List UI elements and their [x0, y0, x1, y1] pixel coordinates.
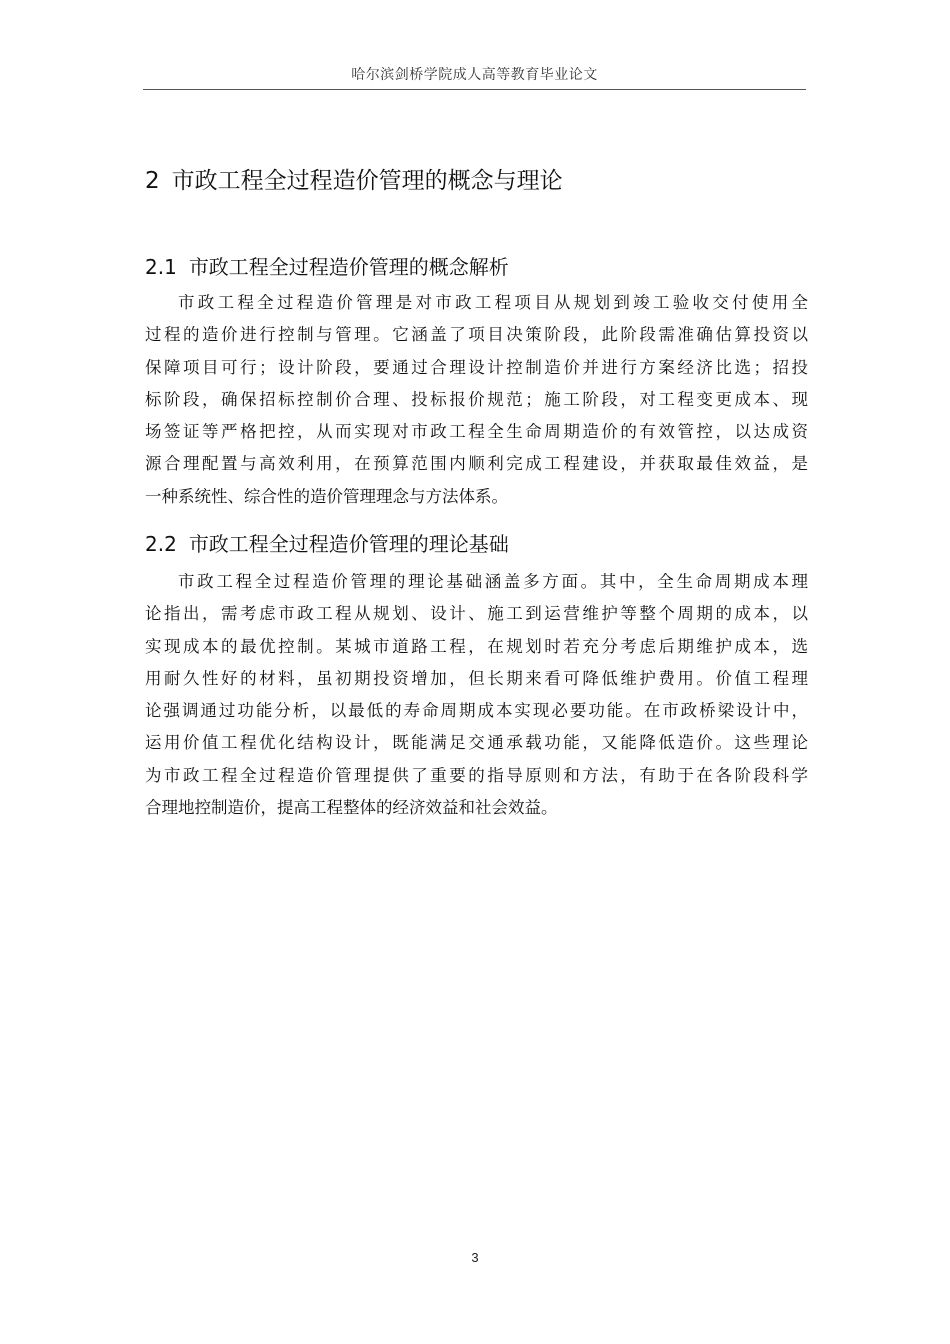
section-2-1-paragraph [145, 287, 808, 513]
paragraph-line: 过程的造价进行控制与管理。它涵盖了项目决策阶段，此阶段需准确估算投资以 [145, 325, 808, 345]
paragraph-line: 源合理配置与高效利用，在预算范围内顺利完成工程建设，并获取最佳效益，是 [145, 454, 808, 474]
paragraph-line: 论强调通过功能分析，以最低的寿命周期成本实现必要功能。在市政桥梁设计中， [145, 701, 808, 721]
running-header: 哈尔滨剑桥学院成人高等教育毕业论文 [351, 67, 598, 83]
chapter-title-text: 市政工程全过程造价管理的概念与理论 [171, 168, 563, 194]
paragraph-line: 一种系统性、综合性的造价管理理念与方法体系。 [145, 486, 508, 506]
paragraph-line: 论指出，需考虑市政工程从规划、设计、施工到运营维护等整个周期的成本，以 [145, 604, 808, 624]
paragraph-line: 运用价值工程优化结构设计，既能满足交通承载功能，又能降低造价。这些理论 [145, 733, 808, 753]
paragraph-line: 合理地控制造价，提高工程整体的经济效益和社会效益。 [145, 798, 558, 818]
paragraph-line: 标阶段，确保招标控制价合理、投标报价规范；施工阶段，对工程变更成本、现 [145, 389, 808, 409]
section-title-2-1 [145, 251, 805, 280]
section-number: 2.1 [145, 255, 177, 279]
section-number: 2.2 [145, 532, 177, 556]
paragraph-line: 保障项目可行；设计阶段，要通过合理设计控制造价并进行方案经济比选；招投 [145, 357, 808, 377]
page-number: 3 [471, 1250, 479, 1265]
section-title-text: 市政工程全过程造价管理的概念解析 [188, 255, 509, 279]
paragraph-line: 用耐久性好的材料，虽初期投资增加，但长期来看可降低维护费用。价值工程理 [145, 668, 808, 688]
header-divider [143, 89, 806, 90]
paragraph-line: 市政工程全过程造价管理是对市政工程项目从规划到竣工验收交付使用全 [178, 293, 808, 312]
paragraph-line: 为市政工程全过程造价管理提供了重要的指导原则和方法，有助于在各阶段科学 [145, 765, 808, 785]
paragraph-line: 实现成本的最优控制。某城市道路工程，在规划时若充分考虑后期维护成本，选 [145, 636, 808, 656]
chapter-number: 2 [145, 168, 160, 194]
paragraph-line: 场签证等严格把控，从而实现对市政工程全生命周期造价的有效管控，以达成资 [145, 422, 808, 442]
paragraph-line: 市政工程全过程造价管理的理论基础涵盖多方面。其中，全生命周期成本理 [178, 572, 808, 591]
section-title-text: 市政工程全过程造价管理的理论基础 [188, 532, 509, 556]
section-title-2-2 [145, 528, 805, 557]
chapter-title [145, 162, 805, 195]
section-2-2-paragraph [145, 566, 808, 824]
